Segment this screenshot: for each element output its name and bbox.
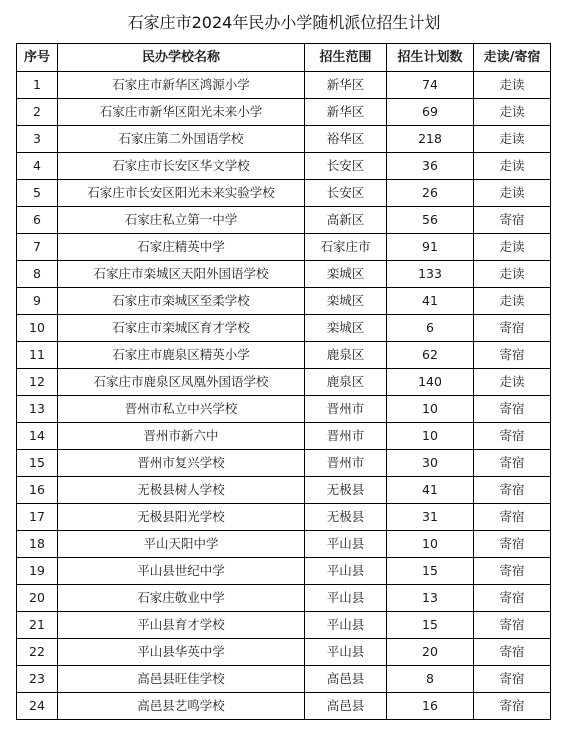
table-row	[17, 153, 551, 180]
cell-day-or-boarding: 寄宿	[474, 531, 551, 558]
table-header-row	[17, 44, 551, 72]
cell-serial-number: 17	[17, 504, 58, 531]
table-row	[17, 126, 551, 153]
cell-day-or-boarding: 走读	[474, 261, 551, 288]
cell-enrollment-area: 新华区	[305, 72, 387, 99]
cell-enrollment-area: 长安区	[305, 153, 387, 180]
cell-day-or-boarding: 走读	[474, 72, 551, 99]
cell-enrollment-count: 56	[387, 207, 474, 234]
cell-enrollment-count: 62	[387, 342, 474, 369]
cell-day-or-boarding: 走读	[474, 234, 551, 261]
cell-enrollment-count: 69	[387, 99, 474, 126]
table-row	[17, 180, 551, 207]
cell-enrollment-count: 91	[387, 234, 474, 261]
cell-enrollment-area: 高邑县	[305, 693, 387, 720]
table-row	[17, 234, 551, 261]
cell-day-or-boarding: 走读	[474, 126, 551, 153]
cell-day-or-boarding: 寄宿	[474, 450, 551, 477]
cell-enrollment-count: 20	[387, 639, 474, 666]
cell-enrollment-count: 218	[387, 126, 474, 153]
cell-school-name: 无极县阳光学校	[58, 504, 305, 531]
cell-enrollment-area: 无极县	[305, 477, 387, 504]
cell-serial-number: 19	[17, 558, 58, 585]
cell-enrollment-area: 高邑县	[305, 666, 387, 693]
cell-day-or-boarding: 寄宿	[474, 342, 551, 369]
cell-school-name: 平山天阳中学	[58, 531, 305, 558]
table-row	[17, 207, 551, 234]
cell-enrollment-area: 栾城区	[305, 261, 387, 288]
cell-serial-number: 8	[17, 261, 58, 288]
cell-enrollment-area: 石家庄市	[305, 234, 387, 261]
cell-enrollment-count: 10	[387, 531, 474, 558]
header-enrollment-area: 招生范围	[305, 44, 387, 72]
cell-serial-number: 20	[17, 585, 58, 612]
cell-enrollment-area: 晋州市	[305, 396, 387, 423]
cell-school-name: 晋州市复兴学校	[58, 450, 305, 477]
cell-enrollment-count: 8	[387, 666, 474, 693]
cell-enrollment-count: 133	[387, 261, 474, 288]
cell-enrollment-count: 31	[387, 504, 474, 531]
cell-enrollment-count: 30	[387, 450, 474, 477]
cell-enrollment-count: 36	[387, 153, 474, 180]
cell-school-name: 石家庄市鹿泉区精英小学	[58, 342, 305, 369]
table-row	[17, 99, 551, 126]
cell-serial-number: 2	[17, 99, 58, 126]
cell-enrollment-count: 13	[387, 585, 474, 612]
cell-enrollment-count: 140	[387, 369, 474, 396]
cell-serial-number: 21	[17, 612, 58, 639]
cell-serial-number: 15	[17, 450, 58, 477]
cell-serial-number: 5	[17, 180, 58, 207]
cell-enrollment-count: 16	[387, 693, 474, 720]
table-body	[17, 72, 551, 720]
header-serial-number: 序号	[17, 44, 58, 72]
cell-school-name: 高邑县艺鸣学校	[58, 693, 305, 720]
cell-serial-number: 24	[17, 693, 58, 720]
cell-serial-number: 14	[17, 423, 58, 450]
cell-serial-number: 18	[17, 531, 58, 558]
cell-serial-number: 1	[17, 72, 58, 99]
cell-school-name: 石家庄市长安区华文学校	[58, 153, 305, 180]
cell-school-name: 高邑县旺佳学校	[58, 666, 305, 693]
cell-enrollment-area: 裕华区	[305, 126, 387, 153]
cell-day-or-boarding: 寄宿	[474, 504, 551, 531]
cell-enrollment-count: 6	[387, 315, 474, 342]
header-day-or-boarding: 走读/寄宿	[474, 44, 551, 72]
cell-day-or-boarding: 走读	[474, 369, 551, 396]
cell-enrollment-area: 鹿泉区	[305, 369, 387, 396]
cell-school-name: 平山县世纪中学	[58, 558, 305, 585]
cell-school-name: 石家庄市栾城区育才学校	[58, 315, 305, 342]
cell-enrollment-count: 74	[387, 72, 474, 99]
cell-school-name: 石家庄市长安区阳光未来实验学校	[58, 180, 305, 207]
cell-school-name: 石家庄第二外国语学校	[58, 126, 305, 153]
cell-enrollment-area: 平山县	[305, 585, 387, 612]
cell-enrollment-area: 晋州市	[305, 450, 387, 477]
cell-enrollment-count: 15	[387, 558, 474, 585]
cell-school-name: 石家庄敬业中学	[58, 585, 305, 612]
cell-day-or-boarding: 寄宿	[474, 207, 551, 234]
cell-school-name: 晋州市私立中兴学校	[58, 396, 305, 423]
cell-serial-number: 9	[17, 288, 58, 315]
cell-enrollment-count: 15	[387, 612, 474, 639]
cell-serial-number: 3	[17, 126, 58, 153]
cell-enrollment-area: 无极县	[305, 504, 387, 531]
cell-enrollment-count: 41	[387, 288, 474, 315]
cell-day-or-boarding: 寄宿	[474, 558, 551, 585]
table-row	[17, 693, 551, 720]
cell-enrollment-count: 10	[387, 423, 474, 450]
table-row	[17, 450, 551, 477]
table-row	[17, 369, 551, 396]
table-row	[17, 585, 551, 612]
cell-enrollment-area: 平山县	[305, 558, 387, 585]
table-row	[17, 261, 551, 288]
cell-school-name: 石家庄市栾城区天阳外国语学校	[58, 261, 305, 288]
header-school-name: 民办学校名称	[58, 44, 305, 72]
cell-enrollment-area: 新华区	[305, 99, 387, 126]
table-row	[17, 558, 551, 585]
table-row	[17, 477, 551, 504]
table-row	[17, 423, 551, 450]
cell-enrollment-count: 26	[387, 180, 474, 207]
table-row	[17, 72, 551, 99]
cell-school-name: 石家庄市栾城区至柔学校	[58, 288, 305, 315]
cell-serial-number: 22	[17, 639, 58, 666]
cell-enrollment-area: 平山县	[305, 639, 387, 666]
page-title: 石家庄市2024年民办小学随机派位招生计划	[127, 13, 441, 32]
cell-school-name: 无极县树人学校	[58, 477, 305, 504]
cell-serial-number: 10	[17, 315, 58, 342]
cell-serial-number: 7	[17, 234, 58, 261]
cell-enrollment-area: 平山县	[305, 612, 387, 639]
table-row	[17, 315, 551, 342]
cell-serial-number: 12	[17, 369, 58, 396]
cell-serial-number: 11	[17, 342, 58, 369]
cell-day-or-boarding: 走读	[474, 288, 551, 315]
cell-serial-number: 6	[17, 207, 58, 234]
cell-day-or-boarding: 走读	[474, 180, 551, 207]
cell-serial-number: 23	[17, 666, 58, 693]
cell-enrollment-area: 晋州市	[305, 423, 387, 450]
table-row	[17, 288, 551, 315]
cell-day-or-boarding: 走读	[474, 153, 551, 180]
cell-day-or-boarding: 寄宿	[474, 585, 551, 612]
cell-enrollment-area: 长安区	[305, 180, 387, 207]
cell-day-or-boarding: 寄宿	[474, 639, 551, 666]
cell-school-name: 石家庄市鹿泉区凤凰外国语学校	[58, 369, 305, 396]
cell-enrollment-area: 鹿泉区	[305, 342, 387, 369]
cell-day-or-boarding: 寄宿	[474, 693, 551, 720]
cell-day-or-boarding: 寄宿	[474, 612, 551, 639]
cell-enrollment-area: 栾城区	[305, 288, 387, 315]
cell-day-or-boarding: 寄宿	[474, 666, 551, 693]
cell-school-name: 晋州市新六中	[58, 423, 305, 450]
table-row	[17, 639, 551, 666]
cell-school-name: 石家庄私立第一中学	[58, 207, 305, 234]
cell-school-name: 平山县育才学校	[58, 612, 305, 639]
table-row	[17, 612, 551, 639]
cell-serial-number: 16	[17, 477, 58, 504]
cell-school-name: 石家庄市新华区鸿源小学	[58, 72, 305, 99]
cell-day-or-boarding: 寄宿	[474, 477, 551, 504]
cell-enrollment-area: 栾城区	[305, 315, 387, 342]
cell-school-name: 平山县华英中学	[58, 639, 305, 666]
cell-enrollment-area: 高新区	[305, 207, 387, 234]
cell-day-or-boarding: 寄宿	[474, 396, 551, 423]
enrollment-plan-table	[16, 43, 551, 720]
table-row	[17, 531, 551, 558]
cell-school-name: 石家庄市新华区阳光未来小学	[58, 99, 305, 126]
cell-serial-number: 13	[17, 396, 58, 423]
cell-enrollment-area: 平山县	[305, 531, 387, 558]
cell-day-or-boarding: 走读	[474, 99, 551, 126]
cell-day-or-boarding: 寄宿	[474, 315, 551, 342]
table-row	[17, 342, 551, 369]
table-row	[17, 666, 551, 693]
cell-school-name: 石家庄精英中学	[58, 234, 305, 261]
cell-enrollment-count: 41	[387, 477, 474, 504]
cell-day-or-boarding: 寄宿	[474, 423, 551, 450]
header-enrollment-count: 招生计划数	[387, 44, 474, 72]
cell-enrollment-count: 10	[387, 396, 474, 423]
table-row	[17, 396, 551, 423]
cell-serial-number: 4	[17, 153, 58, 180]
table-row	[17, 504, 551, 531]
